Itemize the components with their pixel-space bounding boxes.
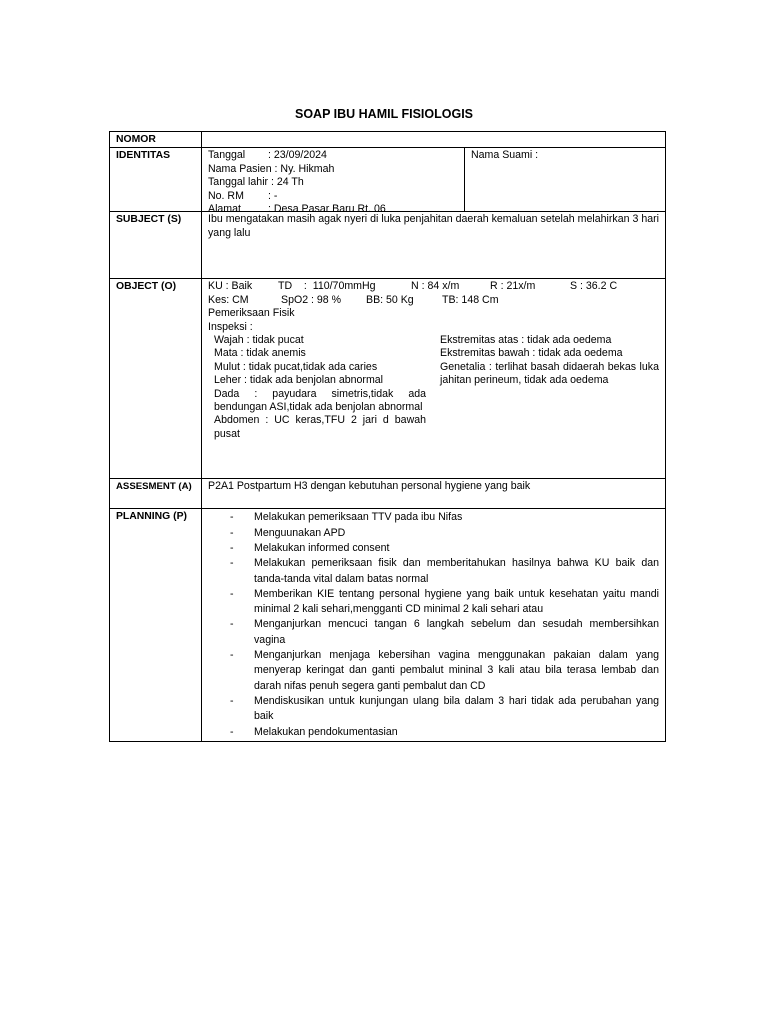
row-subject (110, 212, 666, 279)
pemeriksaan-fisik: Pemeriksaan Fisik (208, 307, 295, 320)
td: TD : 110/70mmHg (278, 280, 376, 293)
rm-label: No. RM (208, 189, 244, 202)
planning-list (208, 510, 659, 739)
kesadaran: Kes: CM (208, 293, 249, 306)
label-subject: SUBJECT (S) (110, 212, 202, 279)
tanggal-label: Tanggal (208, 149, 246, 162)
identitas-cell (202, 148, 666, 216)
identitas-patient (202, 148, 465, 216)
planning-item: - Memberikan KIE tentang personal hygiene yang baik untuk kesehatan yaitu mandi minimal 2 kali sehari,mengganti CD minimal 2 kali sehari atau (230, 587, 659, 618)
vitals-line-2 (208, 294, 659, 307)
tanggal-lahir: Tanggal lahir : 24 Th (208, 176, 304, 189)
row-planning (110, 509, 666, 741)
ku: KU : Baik (208, 280, 253, 293)
respirasi: R : 21x/m (490, 280, 536, 293)
planning-cell (202, 509, 666, 741)
label-object: OBJECT (O) (110, 279, 202, 479)
label-assesment: ASSESMENT (A) (110, 479, 202, 509)
finding-genetalia: Genetalia : terlihat basah didaerah bekas luka jahitan perineum, tidak ada oedema (440, 360, 659, 387)
finding-abdomen: Abdomen : UC keras,TFU 2 jari d bawah pusat (214, 414, 426, 440)
vitals-line-1 (208, 280, 659, 293)
label-nomor: NOMOR (110, 132, 202, 148)
finding-leher: Leher : tidak ada benjolan abnormal (214, 374, 384, 387)
nadi: N : 84 x/m (411, 280, 460, 293)
row-assesment (110, 479, 666, 509)
planning-item: - Menganjurkan menjaga kebersihan vagina menggunakan pakaian dalam yang menyerap keringat dan ganti pembalut mininal 3 kali atau bila terasa lembab dan darah nifas penuh segera ganti pembalut dan CD (230, 648, 659, 694)
row-nomor (110, 132, 666, 148)
label-planning: PLANNING (P) (110, 509, 202, 741)
nomor-value (202, 132, 666, 148)
identitas-spouse (465, 148, 665, 211)
planning-item: - Melakukan pemeriksaan TTV pada ibu Nifas (230, 510, 659, 525)
finding-mulut: Mulut : tidak pucat,tidak ada caries (214, 360, 378, 373)
tinggi-badan: TB: 148 Cm (442, 293, 499, 306)
suhu: S : 36.2 C (570, 280, 618, 293)
finding-mata: Mata : tidak anemis (214, 347, 306, 360)
finding-dada: Dada : payudara simetris,tidak ada bendungan ASI,tidak ada benjolan abnormal (214, 387, 426, 414)
planning-item: - Mendiskusikan untuk kunjungan ulang bila dalam 3 hari tidak ada perubahan yang baik (230, 694, 659, 725)
inspeksi: Inspeksi : (208, 320, 253, 333)
alamat-value: : Desa Pasar Baru Rt. 06 (268, 203, 386, 216)
spo2: SpO2 : 98 % (281, 293, 342, 306)
nama-suami: Nama Suami : (471, 149, 539, 162)
planning-item: - Melakukan pendokumentasian (230, 725, 659, 740)
assesment-text: P2A1 Postpartum H3 dengan kebutuhan personal hygiene yang baik (202, 479, 666, 509)
finding-ekstremitas-atas: Ekstremitas atas : tidak ada oedema (440, 334, 612, 347)
subject-text: Ibu mengatakan masih agak nyeri di luka penjahitan daerah kemaluan setelah melahirkan 3 hari yang lalu (202, 212, 666, 279)
label-identitas: IDENTITAS (110, 148, 202, 212)
object-cell (202, 279, 666, 479)
planning-item: - Menguunakan APD (230, 526, 659, 541)
inspeksi-left (208, 334, 426, 441)
tanggal-value: : 23/09/2024 (268, 149, 327, 162)
finding-wajah: Wajah : tidak pucat (214, 334, 304, 347)
inspeksi-right (426, 334, 659, 441)
rm-value: : - (268, 189, 278, 202)
row-identitas (110, 148, 666, 212)
row-object (110, 279, 666, 479)
planning-item: - Melakukan informed consent (230, 541, 659, 556)
document-title: SOAP IBU HAMIL FISIOLOGIS (294, 107, 474, 121)
alamat-label: Alamat (208, 203, 241, 216)
soap-table (109, 131, 666, 742)
planning-item: - Melakukan pemeriksaan fisik dan memberitahukan hasilnya bahwa KU baik dan tanda-tanda vital dalam batas normal (230, 556, 659, 587)
nama-pasien: Nama Pasien : Ny. Hikmah (208, 162, 335, 175)
berat-badan: BB: 50 Kg (366, 293, 414, 306)
finding-ekstremitas-bawah: Ekstremitas bawah : tidak ada oedema (440, 347, 623, 360)
planning-item: - Menganjurkan mencuci tangan 6 langkah sebelum dan sesudah membersihkan vagina (230, 617, 659, 648)
